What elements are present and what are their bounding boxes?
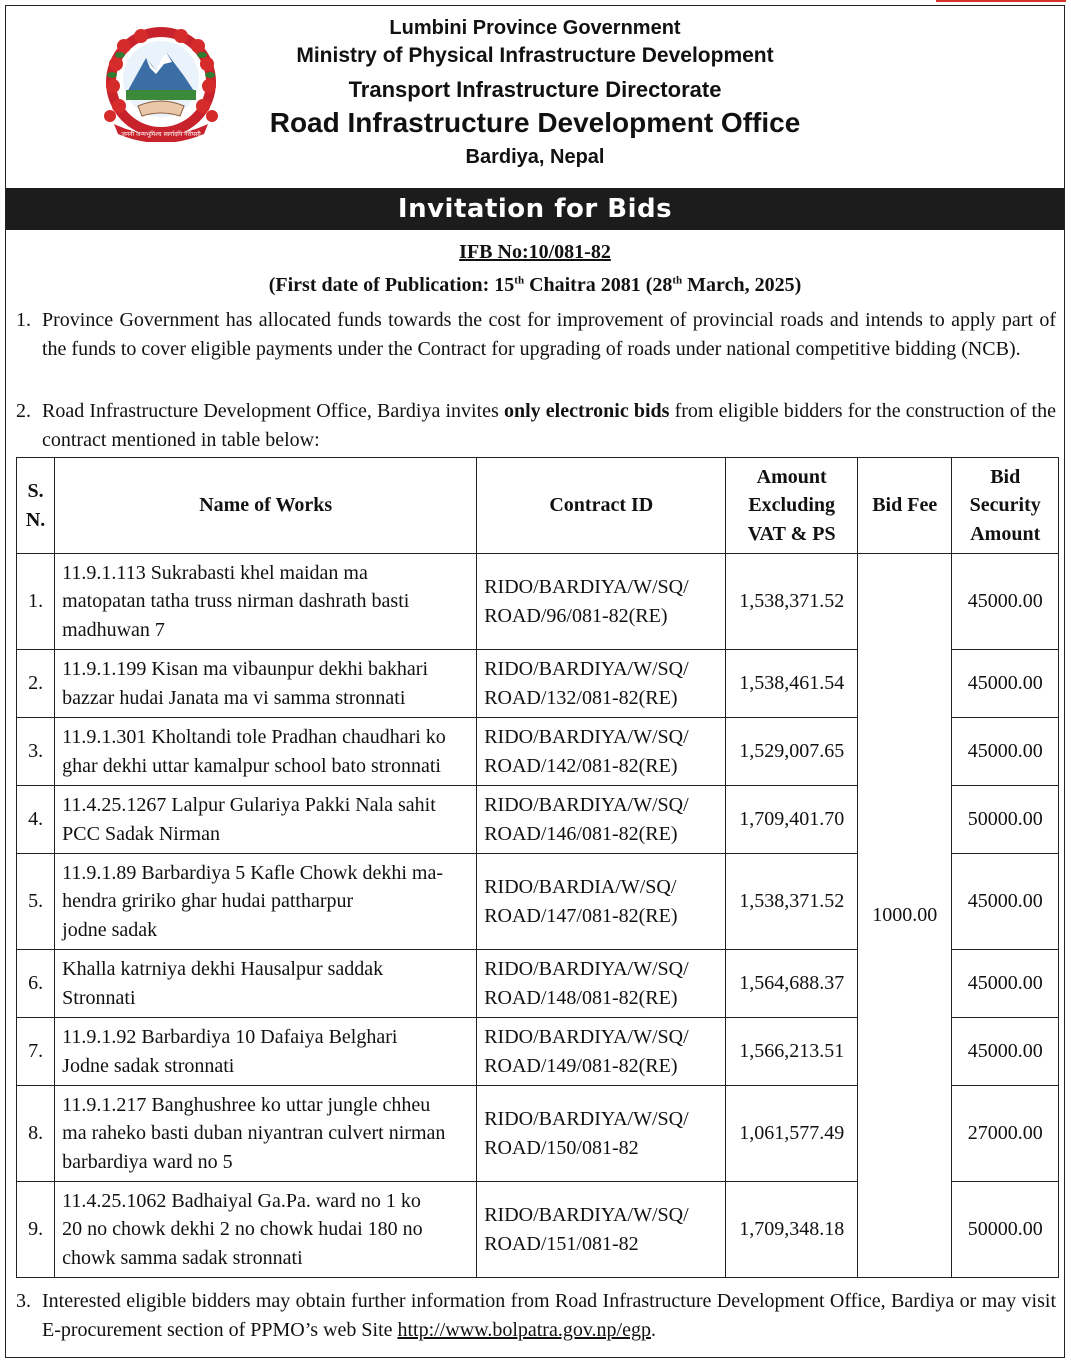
- work-line: 11.9.1.301 Kholtandi tole Pradhan chaudhari ko: [62, 726, 446, 748]
- contract-line: RIDO/BARDIYA/W/SQ/: [484, 726, 689, 748]
- work-line: Khalla katrniya dekhi Hausalpur saddak: [62, 958, 384, 980]
- work-line: bazzar hudai Janata ma vi samma stronnati: [62, 686, 406, 709]
- emblem-motto: जननी जन्मभूमिश्च स्वर्गादपि गरीयसी: [121, 131, 201, 138]
- cell-amount: 1,709,348.18: [726, 1182, 858, 1278]
- work-line: 11.9.1.199 Kisan ma vibaunpur dekhi bakhari: [62, 658, 429, 680]
- contract-line: ROAD/146/081-82(RE): [484, 822, 678, 845]
- cell-contract-id: [477, 718, 726, 786]
- cell-name-of-works: [55, 1086, 477, 1182]
- pub-sup-1: th: [514, 274, 525, 287]
- paragraph-3-number: 3.: [16, 1290, 31, 1312]
- cell-sn: 1.: [17, 554, 55, 650]
- work-line: ghar dekhi uttar kamalpur school bato stronnati: [62, 754, 441, 777]
- work-line: ma raheko basti duban niyantran culvert nirman: [62, 1122, 446, 1145]
- contract-line: ROAD/151/081-82: [484, 1232, 639, 1255]
- cell-name-of-works: [55, 950, 477, 1018]
- cell-amount: 1,061,577.49: [726, 1086, 858, 1182]
- paragraph-3: [16, 1287, 1056, 1345]
- paragraph-2: [16, 397, 1056, 455]
- work-line: 20 no chowk dekhi 2 no chowk hudai 180 no: [62, 1218, 423, 1241]
- header-bid-security: Bid Security Amount: [952, 458, 1059, 554]
- cell-amount: 1,566,213.51: [726, 1018, 858, 1086]
- cell-contract-id: [477, 650, 726, 718]
- cell-contract-id: [477, 950, 726, 1018]
- directorate-line: Transport Infrastructure Directorate: [348, 77, 722, 102]
- pub-mid: Chaitra 2081 (28: [524, 274, 673, 296]
- paragraph-2-before: Road Infrastructure Development Office, Bardiya invites: [42, 400, 504, 422]
- cell-bid-security: 45000.00: [952, 950, 1059, 1018]
- pub-sup-2: th: [672, 274, 683, 287]
- contract-line: RIDO/BARDIYA/W/SQ/: [484, 794, 689, 816]
- cell-amount: 1,538,461.54: [726, 650, 858, 718]
- cell-bid-security: 27000.00: [952, 1086, 1059, 1182]
- work-line: 11.9.1.113 Sukrabasti khel maidan ma: [62, 561, 368, 584]
- contract-line: ROAD/149/081-82(RE): [484, 1054, 678, 1077]
- paragraph-3-end: .: [650, 1319, 656, 1341]
- work-line: Jodne sadak stronnati: [62, 1054, 235, 1077]
- cell-bid-security: 45000.00: [952, 718, 1059, 786]
- cell-name-of-works: [55, 786, 477, 854]
- contract-line: ROAD/150/081-82: [484, 1136, 639, 1159]
- contract-line: RIDO/BARDIYA/W/SQ/: [484, 658, 689, 680]
- work-line: Stronnati: [62, 986, 136, 1009]
- paragraph-2-bold: only electronic bids: [503, 400, 670, 422]
- work-line: madhuwan 7: [62, 618, 165, 641]
- table-row: [17, 554, 1059, 650]
- contract-line: ROAD/132/081-82(RE): [484, 686, 678, 709]
- paragraph-3-text: [42, 1287, 1056, 1345]
- cell-sn: 9.: [17, 1182, 55, 1278]
- cell-sn: 4.: [17, 786, 55, 854]
- cell-amount: 1,529,007.65: [726, 718, 858, 786]
- office-name: Road Infrastructure Development Office: [269, 107, 801, 138]
- contract-line: RIDO/BARDIA/W/SQ/: [484, 876, 677, 898]
- work-line: 11.9.1.89 Barbardiya 5 Kafle Chowk dekhi ma-: [62, 861, 444, 884]
- province-government-line: Lumbini Province Government: [389, 17, 681, 39]
- work-line: 11.4.25.1267 Lalpur Gulariya Pakki Nala sahit: [62, 794, 436, 816]
- paragraph-2-text: [42, 397, 1056, 455]
- work-line: chowk samma sadak stronnati: [62, 1246, 303, 1269]
- publication-date: [6, 274, 1064, 297]
- contract-line: ROAD/142/081-82(RE): [484, 754, 678, 777]
- cell-sn: 8.: [17, 1086, 55, 1182]
- paragraph-1-text: Province Government has allocated funds towards the cost for improvement of provincial roads and intends to apply part of the funds to cover eligible payments under the Contract for upgrading of roads under national competitive bidding (NCB).: [42, 309, 1056, 360]
- pub-suffix: March, 2025): [682, 274, 802, 296]
- ministry-line: Ministry of Physical Infrastructure Development: [296, 44, 774, 67]
- cell-name-of-works: [55, 1182, 477, 1278]
- cell-bid-security: 45000.00: [952, 1018, 1059, 1086]
- cell-amount: 1,538,371.52: [726, 854, 858, 950]
- cell-bid-security: 50000.00: [952, 1182, 1059, 1278]
- table-header-row: [17, 458, 1059, 554]
- ifb-number: [6, 241, 1064, 264]
- notice-page: [5, 5, 1065, 1358]
- table-body: [17, 554, 1059, 1278]
- cell-contract-id: [477, 554, 726, 650]
- paragraph-1-number: 1.: [16, 309, 31, 331]
- letterhead: [6, 6, 1064, 186]
- header-bid-fee: Bid Fee: [858, 458, 952, 554]
- header-name-of-works: Name of Works: [55, 458, 477, 554]
- contract-line: RIDO/BARDIYA/W/SQ/: [484, 1204, 689, 1226]
- cell-name-of-works: [55, 554, 477, 650]
- cell-bid-security: 45000.00: [952, 554, 1059, 650]
- ppmo-website-link[interactable]: http://www.bolpatra.gov.np/egp: [397, 1319, 651, 1341]
- work-line: PCC Sadak Nirman: [62, 822, 220, 845]
- contract-line: RIDO/BARDIYA/W/SQ/: [484, 576, 689, 598]
- cell-contract-id: [477, 786, 726, 854]
- work-line: matopatan tatha truss nirman dashrath basti: [62, 590, 410, 613]
- cell-name-of-works: [55, 650, 477, 718]
- contract-line: ROAD/148/081-82(RE): [484, 986, 678, 1009]
- cell-bid-security: 45000.00: [952, 650, 1059, 718]
- paragraph-2-after: from eligible bidders for the construction of the contract mentioned in table below:: [42, 400, 1056, 451]
- cell-amount: 1,538,371.52: [726, 554, 858, 650]
- paragraph-2-number: 2.: [16, 400, 31, 422]
- cell-sn: 2.: [17, 650, 55, 718]
- work-line: 11.9.1.217 Banghushree ko uttar jungle chheu: [62, 1093, 431, 1116]
- cell-sn: 5.: [17, 854, 55, 950]
- cell-name-of-works: [55, 854, 477, 950]
- cell-bid-security: 50000.00: [952, 786, 1059, 854]
- header-contract-id: Contract ID: [477, 458, 726, 554]
- bids-table: [16, 457, 1059, 1278]
- cell-contract-id: [477, 1086, 726, 1182]
- work-line: barbardiya ward no 5: [62, 1150, 233, 1173]
- paragraph-1: [16, 306, 1056, 364]
- contract-line: RIDO/BARDIYA/W/SQ/: [484, 1108, 689, 1130]
- cell-sn: 6.: [17, 950, 55, 1018]
- contract-line: ROAD/96/081-82(RE): [484, 604, 668, 627]
- paragraph-3-body: Interested eligible bidders may obtain further information from Road Infrastructure Development Office, Bardiya or may visit E-procurement section of PPMO’s web Site: [42, 1290, 1056, 1341]
- header-amount: Amount Excluding VAT & PS: [726, 458, 858, 554]
- cell-name-of-works: [55, 1018, 477, 1086]
- cell-sn: 3.: [17, 718, 55, 786]
- contract-line: RIDO/BARDIYA/W/SQ/: [484, 958, 689, 980]
- pub-prefix: (First date of Publication: 15: [268, 274, 515, 296]
- work-line: hendra gririko ghar hudai pattharpur: [62, 890, 354, 913]
- office-location: Bardiya, Nepal: [465, 146, 605, 168]
- cell-name-of-works: [55, 718, 477, 786]
- cell-amount: 1,709,401.70: [726, 786, 858, 854]
- work-line: 11.4.25.1062 Badhaiyal Ga.Pa. ward no 1 ko: [62, 1189, 421, 1212]
- contract-line: RIDO/BARDIYA/W/SQ/: [484, 1026, 689, 1048]
- cell-bid-security: 45000.00: [952, 854, 1059, 950]
- cell-sn: 7.: [17, 1018, 55, 1086]
- work-line: jodne sadak: [62, 918, 158, 941]
- cell-contract-id: [477, 854, 726, 950]
- ifb-number-text: IFB No:10/081-82: [459, 241, 611, 263]
- cell-bid-fee: 1000.00: [858, 554, 952, 1278]
- invitation-banner: Invitation for Bids: [6, 188, 1064, 230]
- cell-amount: 1,564,688.37: [726, 950, 858, 1018]
- cell-contract-id: [477, 1018, 726, 1086]
- contract-line: ROAD/147/081-82(RE): [484, 904, 678, 927]
- work-line: 11.9.1.92 Barbardiya 10 Dafaiya Belghari: [62, 1026, 398, 1048]
- header-sn: S. N.: [17, 458, 55, 554]
- cell-contract-id: [477, 1182, 726, 1278]
- top-accent-stripe: [936, 0, 1066, 2]
